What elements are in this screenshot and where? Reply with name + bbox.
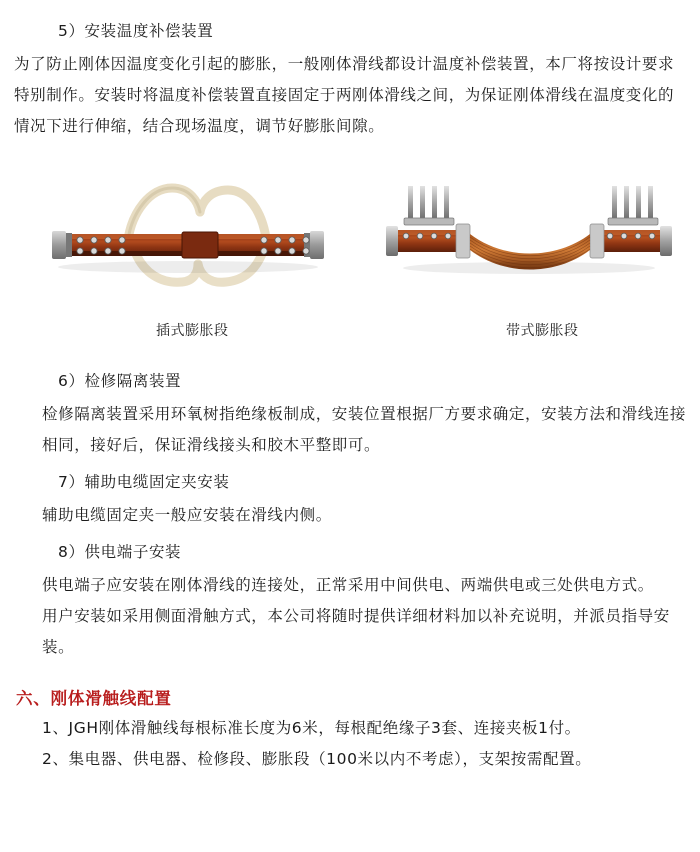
section-heading-six: 六、刚体滑触线配置 bbox=[16, 689, 172, 708]
paragraph-7: 辅助电缆固定夹一般应安装在滑线内侧。 bbox=[42, 506, 332, 524]
heading-7: 7）辅助电缆固定夹安装 bbox=[58, 473, 230, 491]
figure-row bbox=[14, 168, 686, 318]
list-item: 1、JGH刚体滑触线每根标准长度为6米，每根配绝缘子3套、连接夹板1付。 bbox=[42, 719, 581, 737]
heading-6: 6）检修隔离装置 bbox=[58, 372, 182, 390]
plug-in-expansion-segment-photo bbox=[32, 168, 332, 298]
figure-captions bbox=[14, 320, 686, 346]
paragraph-9: 用户安装如采用侧面滑触方式，本公司将随时提供详细材料加以补充说明，并派员指导安装。 bbox=[42, 607, 670, 656]
caption-left: 插式膨胀段 bbox=[156, 323, 229, 339]
heading-5: 5）安装温度补偿装置 bbox=[58, 22, 214, 40]
paragraph-6: 检修隔离装置采用环氧树指绝缘板制成，安装位置根据厂方要求确定，安装方法和滑线连接相同，接好后，保证滑线接头和胶木平整即可。 bbox=[42, 405, 687, 454]
heading-8: 8）供电端子安装 bbox=[58, 543, 182, 561]
caption-right: 带式膨胀段 bbox=[506, 323, 579, 339]
paragraph-8: 供电端子应安装在刚体滑线的连接处，正常采用中间供电、两端供电或三处供电方式。 bbox=[42, 576, 654, 594]
belt-type-expansion-segment-photo bbox=[384, 168, 674, 298]
paragraph-5: 为了防止刚体因温度变化引起的膨胀，一般刚体滑线都设计温度补偿装置，本厂将按设计要求特别制作。安装时将温度补偿装置直接固定于两刚体滑线之间，为保证刚体滑线在温度变化的情况下进行伸缩，结合现场温度，调节好膨胀间隙。 bbox=[14, 55, 675, 135]
list-item: 2、集电器、供电器、检修段、膨胀段（100米以内不考虑），支架按需配置。 bbox=[42, 750, 592, 768]
